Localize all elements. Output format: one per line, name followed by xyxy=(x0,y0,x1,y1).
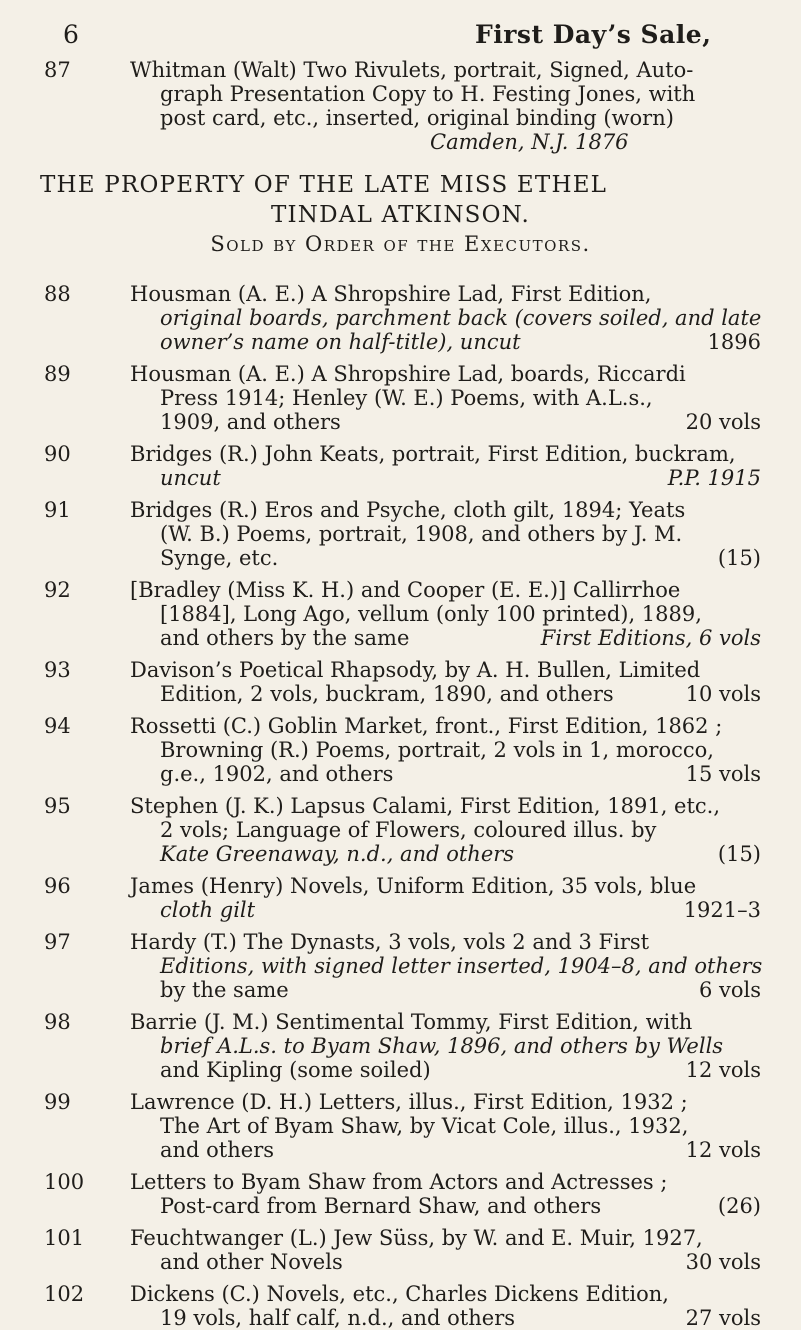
lot-text: Stephen (J. K.) Lapsus Calami, First Edition, 1891, etc., xyxy=(130,794,721,818)
lot-number: 101 xyxy=(44,1226,85,1250)
lot-number: 100 xyxy=(44,1170,85,1194)
lot-quantity: 15 vols xyxy=(685,762,761,786)
lot-number: 97 xyxy=(44,930,71,954)
lot-text: uncut xyxy=(160,466,221,490)
lot-text: Housman (A. E.) A Shropshire Lad, boards, Riccardi xyxy=(130,362,686,386)
lot-quantity: First Editions, 6 vols xyxy=(540,626,761,650)
lot-text: original boards, parchment back (covers soiled, and late xyxy=(160,306,762,330)
lot-quantity: 1896 xyxy=(707,330,761,354)
lot-quantity: 1921–3 xyxy=(683,898,761,922)
lot-text: 2 vols; Language of Flowers, coloured illus. by xyxy=(160,818,657,842)
lot-text: owner’s name on half-title), uncut xyxy=(160,330,521,354)
property-heading-line: THE PROPERTY OF THE LATE MISS ETHEL xyxy=(40,172,608,198)
property-heading xyxy=(40,170,761,230)
lot-text: 1909, and others xyxy=(160,410,341,434)
lot-text: Hardy (T.) The Dynasts, 3 vols, vols 2 and 3 First xyxy=(130,930,650,954)
sold-by-order: Sold by Order of the Executors. xyxy=(210,232,591,256)
lot-quantity: 10 vols xyxy=(685,682,761,706)
lot-quantity: 30 vols xyxy=(685,1250,761,1274)
lot-text: Barrie (J. M.) Sentimental Tommy, First Edition, with xyxy=(130,1010,693,1034)
lot-quantity: 12 vols xyxy=(685,1058,761,1082)
sale-title: First Day’s Sale, xyxy=(475,20,712,49)
lot-number: 87 xyxy=(44,58,71,82)
lot-number: 89 xyxy=(44,362,71,386)
lot-text: Rossetti (C.) Goblin Market, front., First Edition, 1862 ; xyxy=(130,714,723,738)
lot-text: Browning (R.) Poems, portrait, 2 vols in 1, morocco, xyxy=(160,738,714,762)
lot-text: brief A.L.s. to Byam Shaw, 1896, and others by Wells xyxy=(160,1034,724,1058)
lot-quantity: 20 vols xyxy=(685,410,761,434)
lot-text: Whitman (Walt) Two Rivulets, portrait, Signed, Auto- xyxy=(130,58,694,82)
lot-text: Davison’s Poetical Rhapsody, by A. H. Bullen, Limited xyxy=(130,658,701,682)
lot-text: graph Presentation Copy to H. Festing Jones, with xyxy=(160,82,696,106)
lot-text: g.e., 1902, and others xyxy=(160,762,394,786)
property-heading-line: TINDAL ATKINSON. xyxy=(270,202,531,228)
lot-text: Housman (A. E.) A Shropshire Lad, First Edition, xyxy=(130,282,652,306)
lot-text: Press 1914; Henley (W. E.) Poems, with A.L.s., xyxy=(160,386,653,410)
lot-text: cloth gilt xyxy=(160,898,256,922)
lot-text: and other Novels xyxy=(160,1250,343,1274)
lot-text: Bridges (R.) John Keats, portrait, First Edition, buckram, xyxy=(130,442,736,466)
page-header xyxy=(0,20,801,56)
lot-number: 95 xyxy=(44,794,71,818)
lot-text: Synge, etc. xyxy=(160,546,279,570)
lot-text: by the same xyxy=(160,978,289,1002)
lot-text: and others xyxy=(160,1138,275,1162)
lot-quantity: (15) xyxy=(717,842,761,866)
lot-text: Camden, N.J. 1876 xyxy=(430,130,629,154)
page-number: 6 xyxy=(63,20,79,49)
lot-text: Letters to Byam Shaw from Actors and Actresses ; xyxy=(130,1170,668,1194)
lot-quantity: (15) xyxy=(717,546,761,570)
lot-number: 88 xyxy=(44,282,71,306)
lot-quantity: 6 vols xyxy=(698,978,761,1002)
lot-text: Editions, with signed letter inserted, 1904–8, and others xyxy=(160,954,763,978)
lot-text: [1884], Long Ago, vellum (only 100 printed), 1889, xyxy=(160,602,702,626)
lot-number: 90 xyxy=(44,442,71,466)
lot-text: Dickens (C.) Novels, etc., Charles Dickens Edition, xyxy=(130,1282,669,1306)
lot-text: Bridges (R.) Eros and Psyche, cloth gilt, 1894; Yeats xyxy=(130,498,686,522)
lot-quantity: P.P. 1915 xyxy=(667,466,761,490)
lot-text: James (Henry) Novels, Uniform Edition, 35 vols, blue xyxy=(130,874,697,898)
lot-text: [Bradley (Miss K. H.) and Cooper (E. E.)] Callirrhoe xyxy=(130,578,681,602)
lot-text: post card, etc., inserted, original binding (worn) xyxy=(160,106,674,130)
lot-text: Post-card from Bernard Shaw, and others xyxy=(160,1194,602,1218)
lot-number: 92 xyxy=(44,578,71,602)
lot-number: 96 xyxy=(44,874,71,898)
lot-text: Lawrence (D. H.) Letters, illus., First Edition, 1932 ; xyxy=(130,1090,688,1114)
lot-text: Edition, 2 vols, buckram, 1890, and others xyxy=(160,682,614,706)
lot-text: The Art of Byam Shaw, by Vicat Cole, illus., 1932, xyxy=(160,1114,689,1138)
lot-quantity: 12 vols xyxy=(685,1138,761,1162)
lot-text: and Kipling (some soiled) xyxy=(160,1058,431,1082)
lot-quantity: 27 vols xyxy=(685,1306,761,1330)
lot-number: 102 xyxy=(44,1282,85,1306)
lot-number: 91 xyxy=(44,498,71,522)
lot-text: Kate Greenaway, n.d., and others xyxy=(160,842,515,866)
lot-number: 93 xyxy=(44,658,71,682)
lot-text: (W. B.) Poems, portrait, 1908, and others by J. M. xyxy=(160,522,683,546)
lot-text: and others by the same xyxy=(160,626,410,650)
lot-quantity: (26) xyxy=(717,1194,761,1218)
lot-number: 99 xyxy=(44,1090,71,1114)
lot-number: 98 xyxy=(44,1010,71,1034)
lot-number: 94 xyxy=(44,714,71,738)
lot-text: 19 vols, half calf, n.d., and others xyxy=(160,1306,516,1330)
lot-text: Feuchtwanger (L.) Jew Süss, by W. and E. Muir, 1927, xyxy=(130,1226,703,1250)
